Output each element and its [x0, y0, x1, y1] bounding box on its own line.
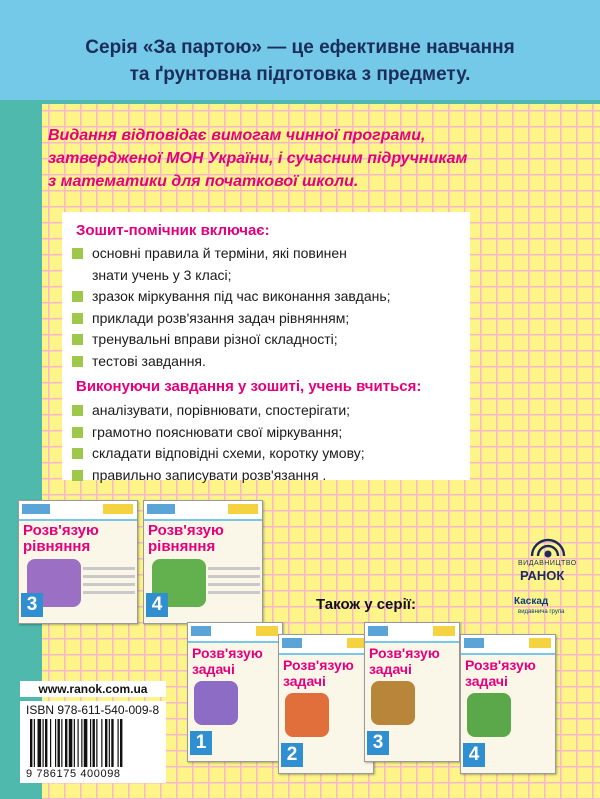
- partner-subtitle: видавнича група: [518, 609, 565, 615]
- book-cover-rivniannia-4: [143, 500, 263, 624]
- barcode-bar: [120, 719, 122, 767]
- book-subtitle: задачі: [192, 661, 235, 677]
- barcode-bar: [55, 719, 56, 767]
- also-in-series-label: Також у серії:: [316, 596, 416, 613]
- grade-number: 4: [463, 743, 485, 767]
- includes-list: [72, 243, 467, 372]
- publisher-name: РАНОК: [520, 568, 565, 583]
- series-slogan-line1: Серія «За партою» — це ефективне навчання: [85, 37, 515, 58]
- intro-line1: Видання відповідає вимогам чинної програми,: [48, 127, 426, 144]
- barcode-bar: [61, 719, 62, 767]
- barcode-bar: [96, 719, 97, 767]
- book-subtitle: рівняння: [23, 538, 91, 555]
- barcode-bar: [90, 719, 91, 767]
- barcode-bar: [81, 719, 82, 767]
- list-item: грамотно пояснювати свої міркування;: [72, 422, 467, 444]
- includes-title: Зошит-помічник включає:: [76, 222, 270, 239]
- barcode-bar: [111, 719, 113, 767]
- series-logo: [103, 504, 133, 514]
- cover-illustration: [371, 681, 415, 725]
- publisher-label: ВИДАВНИЦТВО: [518, 560, 577, 567]
- learns-list: [72, 400, 467, 486]
- book-title: Розв'язую: [148, 522, 224, 539]
- book-cover-zadachi-3: [364, 622, 460, 762]
- list-item: приклади розв'язання задач рівнянням;: [72, 308, 467, 330]
- bullet-square: [72, 334, 83, 345]
- list-item: основні правила й терміни, які повинен: [72, 243, 467, 265]
- grade-number: 4: [146, 593, 168, 617]
- barcode-bar: [78, 719, 79, 767]
- list-item: знати учень у 3 класі;: [92, 266, 232, 283]
- barcode-bar: [34, 719, 35, 767]
- book-cover-zadachi-2: [278, 634, 374, 774]
- intro-line3: з математики для початкової школи.: [48, 173, 359, 190]
- barcode-bar: [109, 719, 110, 767]
- isbn-block: [20, 701, 166, 783]
- barcode-bar: [50, 719, 51, 767]
- intro-line2: затвердженої МОН України, і сучасним підручникам: [48, 150, 468, 167]
- book-cover-rivniannia-3: [18, 500, 138, 624]
- cover-illustration: [467, 693, 511, 737]
- learns-title: Виконуючи завдання у зошиті, учень вчиться:: [76, 378, 422, 395]
- barcode-bar: [65, 719, 67, 767]
- grade-number: 3: [367, 731, 389, 755]
- list-item: тестові завдання.: [72, 351, 467, 373]
- book-subtitle: задачі: [465, 673, 508, 689]
- list-item: зразок міркування під час виконання завдань;: [72, 286, 467, 308]
- series-logo: [256, 626, 278, 636]
- list-item: тренувальні вправи різної складності;: [72, 329, 467, 351]
- barcode-bar: [101, 719, 102, 767]
- series-logo: [529, 638, 551, 648]
- list-item: аналізувати, порівнювати, спостерігати;: [72, 400, 467, 422]
- bullet-square: [72, 470, 83, 481]
- sunrise-logo-icon: [528, 534, 568, 558]
- website-url: www.ranok.com.ua: [20, 681, 166, 697]
- book-cover-zadachi-1: [187, 622, 283, 762]
- grade-number: 2: [281, 743, 303, 767]
- barcode-bar: [84, 719, 88, 767]
- series-logo: [433, 626, 455, 636]
- bullet-square: [72, 291, 83, 302]
- barcode-bar: [30, 719, 32, 767]
- cover-illustration: [285, 693, 329, 737]
- bullet-square: [72, 448, 83, 459]
- list-item: складати відповідні схеми, коротку умову;: [72, 443, 467, 465]
- bullet-square: [72, 405, 83, 416]
- barcode-bar: [105, 719, 107, 767]
- book-subtitle: задачі: [369, 661, 412, 677]
- book-title: Розв'язую: [23, 522, 99, 539]
- series-logo: [228, 504, 258, 514]
- bullet-square: [72, 356, 83, 367]
- partner-logo: Каскад: [514, 596, 549, 607]
- isbn-number: ISBN 978-611-540-009-8: [26, 703, 160, 717]
- grade-number: 3: [21, 593, 43, 617]
- cover-illustration: [194, 681, 238, 725]
- barcode: [30, 719, 156, 767]
- bullet-square: [72, 248, 83, 259]
- book-title: Розв'язую: [465, 657, 536, 673]
- bullet-square: [72, 427, 83, 438]
- barcode-bar: [58, 719, 60, 767]
- book-subtitle: задачі: [283, 673, 326, 689]
- book-title: Розв'язую: [369, 645, 440, 661]
- book-title: Розв'язую: [192, 645, 263, 661]
- book-subtitle: рівняння: [148, 538, 216, 555]
- barcode-bar: [45, 719, 47, 767]
- intro-text: [48, 124, 588, 193]
- book-cover-zadachi-4: [460, 634, 556, 774]
- grade-number: 1: [190, 731, 212, 755]
- bullet-square: [72, 313, 83, 324]
- series-slogan-line2: та ґрунтовна підготовка з предмету.: [129, 64, 471, 85]
- barcode-digits: 9 786175 400098: [26, 768, 121, 780]
- barcode-bar: [118, 719, 119, 767]
- barcode-bar: [74, 719, 75, 767]
- series-slogan: [0, 34, 600, 88]
- barcode-bar: [38, 719, 42, 767]
- barcode-bar: [43, 719, 44, 767]
- book-title: Розв'язую: [283, 657, 354, 673]
- barcode-bar: [69, 719, 73, 767]
- list-item: правильно записувати розв'язання .: [72, 465, 467, 487]
- barcode-bar: [93, 719, 95, 767]
